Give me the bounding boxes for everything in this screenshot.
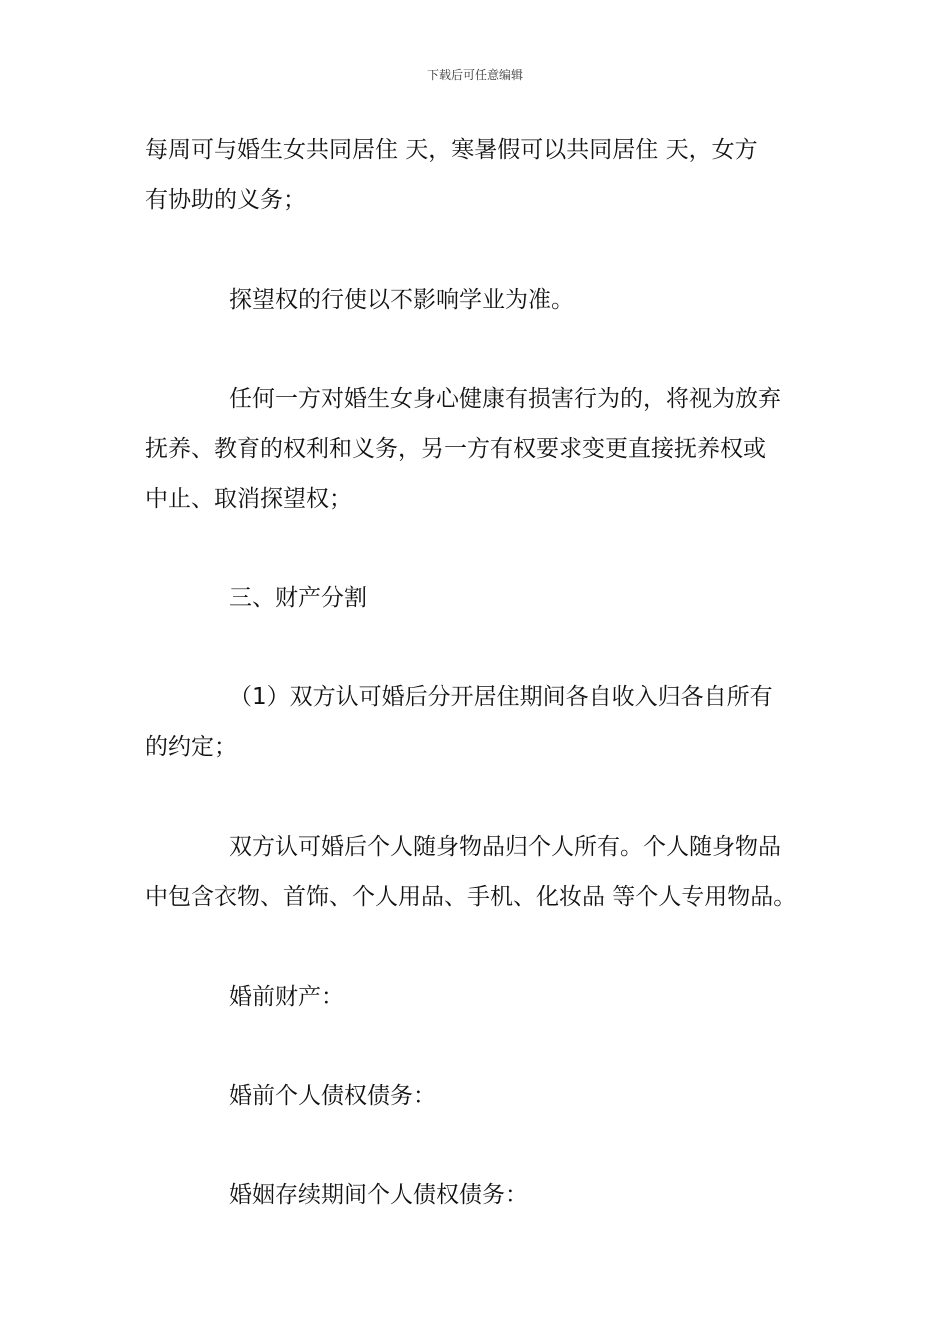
page-header-note: 下载后可任意编辑 xyxy=(426,68,523,82)
paragraph-premarital-property xyxy=(145,972,825,1022)
text-line: 有协助的义务； xyxy=(145,187,306,213)
text-line: （1）双方认可婚后分开居住期间各自收入归各自所有 xyxy=(229,684,773,710)
text-line: 婚姻存续期间个人债权债务： xyxy=(229,1182,528,1208)
text-line: 中包含衣物、首饰、个人用品、手机、化妆品 等个人专用物品。 xyxy=(145,884,797,910)
paragraph-harm-clause xyxy=(145,374,825,524)
text-line: 婚前财产： xyxy=(229,984,344,1010)
text-line: 每周可与婚生女共同居住 天，寒暑假可以共同居住 天，女方 xyxy=(145,137,758,163)
paragraph-income-agreement xyxy=(145,672,825,772)
section-heading-property xyxy=(145,573,825,623)
paragraph-personal-items xyxy=(145,822,825,922)
text-line: 抚养、教育的权利和义务，另一方有权要求变更直接抚养权或 xyxy=(145,436,766,462)
text-line: 探望权的行使以不影响学业为准。 xyxy=(229,287,574,313)
text-line: 双方认可婚后个人随身物品归个人所有。个人随身物品 xyxy=(229,834,781,860)
paragraph-marital-debts xyxy=(145,1170,825,1220)
paragraph-visitation-schedule xyxy=(145,125,825,225)
text-line: 中止、取消探望权； xyxy=(145,486,352,512)
text-line: 三、财产分割 xyxy=(229,585,367,611)
paragraph-premarital-debts xyxy=(145,1071,825,1121)
text-line: 婚前个人债权债务： xyxy=(229,1083,436,1109)
paragraph-visitation-rule xyxy=(145,275,825,325)
text-line: 任何一方对婚生女身心健康有损害行为的，将视为放弃 xyxy=(229,386,781,412)
text-line: 的约定； xyxy=(145,734,237,760)
